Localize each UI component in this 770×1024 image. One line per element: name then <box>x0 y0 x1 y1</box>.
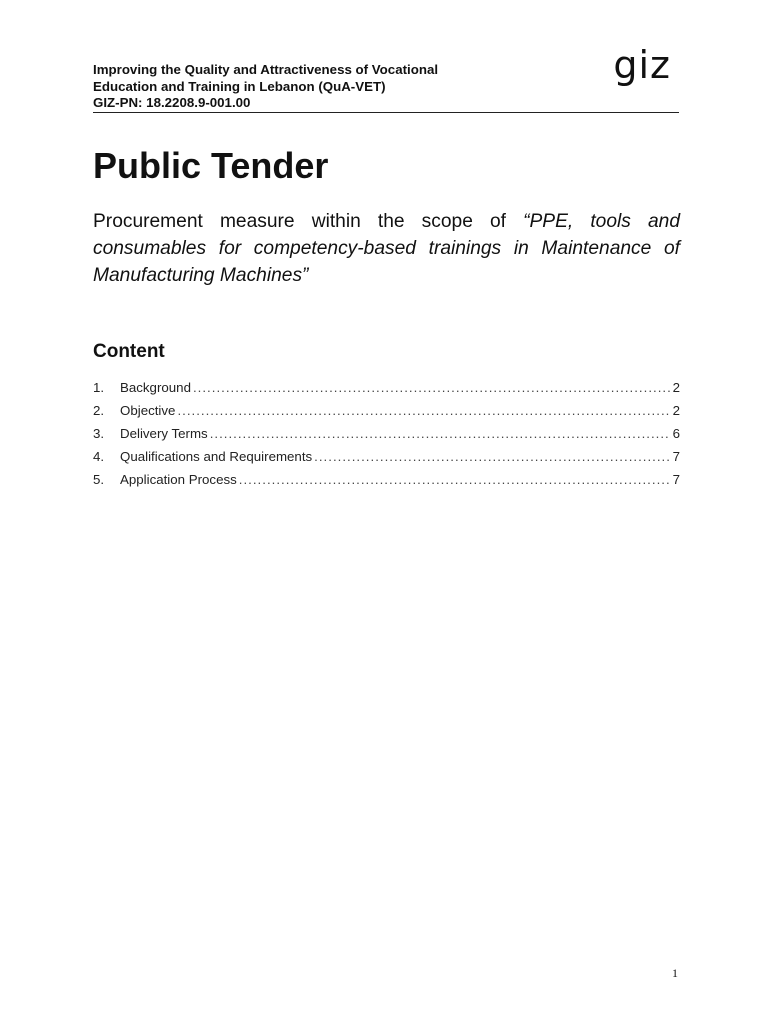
toc-item[interactable] <box>93 403 680 426</box>
toc-item[interactable] <box>93 380 680 403</box>
project-title-line-1: Improving the Quality and Attractiveness of Vocational <box>93 62 439 77</box>
toc-page: 6 <box>672 426 680 441</box>
toc-item[interactable] <box>93 449 680 472</box>
toc-page: 2 <box>672 403 680 418</box>
toc-leader <box>314 449 670 464</box>
toc-item[interactable] <box>93 426 680 449</box>
giz-logo: giz <box>613 43 671 87</box>
table-of-contents <box>93 380 680 495</box>
toc-label: Application Process <box>120 472 237 487</box>
project-number: GIZ-PN: 18.2208.9-001.00 <box>93 95 251 111</box>
procurement-description <box>93 208 680 289</box>
toc-page: 2 <box>672 380 680 395</box>
toc-leader <box>239 472 671 487</box>
document-header <box>93 43 679 113</box>
toc-item[interactable] <box>93 472 680 495</box>
toc-label: Qualifications and Requirements <box>120 449 313 464</box>
toc-label: Objective <box>120 403 176 418</box>
page-title: Public Tender <box>93 145 329 186</box>
toc-number: 5. <box>93 472 105 487</box>
toc-number: 4. <box>93 449 105 464</box>
toc-number: 3. <box>93 426 105 441</box>
description-italic: “PPE, tools and consumables for competency-based trainings in Maintenance of Manufacturing Machines” <box>93 211 680 286</box>
toc-number: 2. <box>93 403 105 418</box>
toc-page: 7 <box>672 449 680 464</box>
toc-label: Background <box>120 380 191 395</box>
page-number: 1 <box>672 966 678 980</box>
content-heading: Content <box>93 341 165 362</box>
toc-leader <box>210 426 671 441</box>
toc-leader <box>193 380 671 395</box>
description-plain: Procurement measure within the scope of <box>93 211 524 232</box>
toc-leader <box>177 403 670 418</box>
toc-number: 1. <box>93 380 105 395</box>
toc-page: 7 <box>672 472 680 487</box>
project-title-line-2: Education and Training in Lebanon (QuA-VET) <box>93 78 386 94</box>
toc-label: Delivery Terms <box>120 426 208 441</box>
project-info <box>93 62 438 112</box>
